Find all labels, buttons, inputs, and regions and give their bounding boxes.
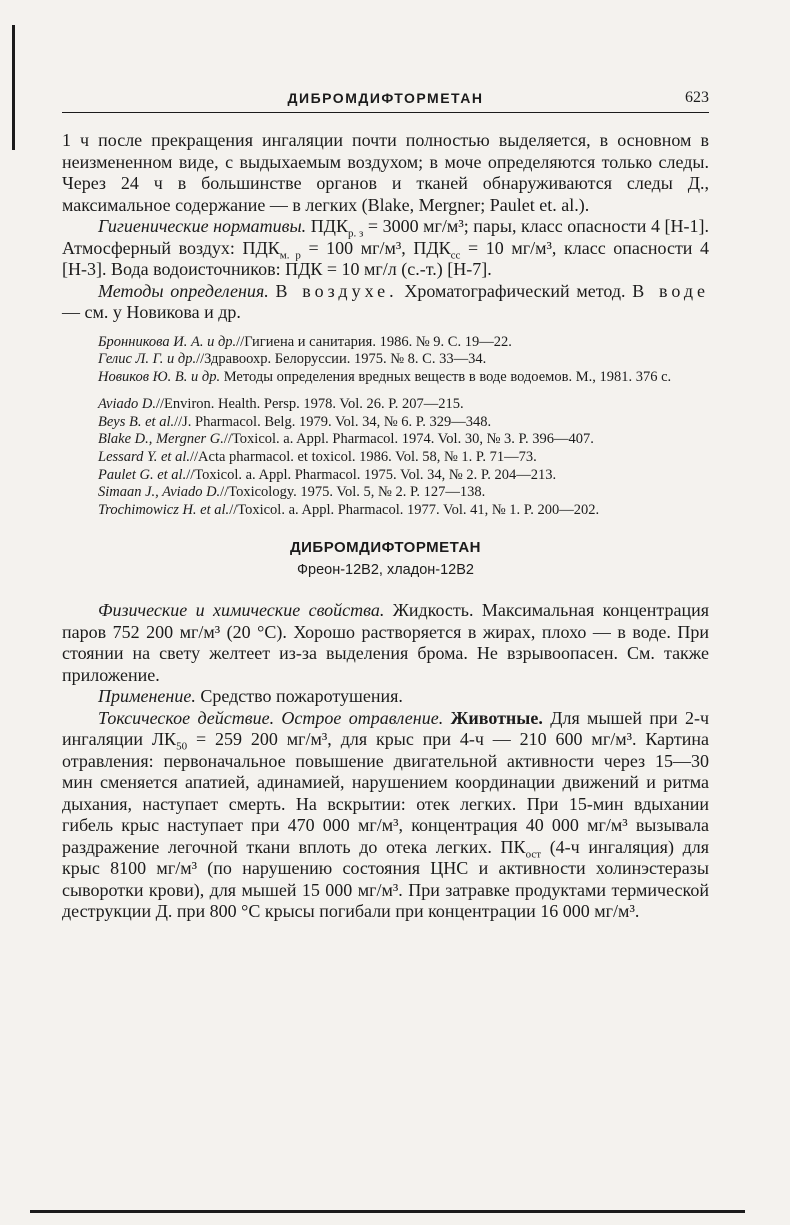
pdk-rz-sub: р. з: [347, 227, 364, 240]
methods-paragraph: [62, 281, 709, 324]
pdk-mr-value: = 100 мг/м³, ПДК: [308, 237, 451, 258]
reference-author: Lessard Y. et al.: [98, 449, 190, 466]
hygiene-heading: Гигиенические нормативы.: [98, 216, 307, 236]
toxic-text-b: = 259 200 мг/м³, для крыс при 4-ч — 210 600 мг/м³. Картина отравления: первоначальное повышение двигательной активности через 15—30 мин сменяется апатией, адинамией, нарушением координации движений и ритма дыхания, наступает смерть. На вскрытии: отек легких. При 15-мин вдыхании гибель крыс наступает при 470 000 мг/м³, концентрация 40 000 мг/м³ вызывала раздражение легочной ткани вплоть до отека легких. ПК: [62, 729, 710, 857]
toxic-heading: Токсическое действие. Острое отравление.: [98, 707, 444, 728]
hygiene-paragraph: [62, 216, 709, 281]
usage-text: Средство пожаротушения.: [200, 686, 403, 707]
reference-author: Новиков Ю. В. и др.: [98, 368, 221, 385]
reference-author: Бронникова И. А. и др.: [98, 333, 237, 350]
continuation-paragraph: 1 ч после прекращения ингаляции почти полностью выделяется, в основном в неизмененном виде, с выдыхаемым воздухом; в моче определяются только следы. Через 24 ч в большинстве органов и тканей обнаруживаются следы Д., максимальное содержание — в легких (Blake, Mergner; Paulet et. al.).: [62, 130, 709, 215]
page-header: [62, 90, 709, 113]
reference-item: [62, 396, 709, 414]
animals-label: Животные.: [450, 707, 543, 728]
reference-item: [62, 431, 709, 449]
reference-author: Гелис Л. Г. и др.: [98, 351, 197, 368]
reference-author: Simaan J., Aviado D.: [98, 484, 221, 501]
running-title: ДИБРОМДИФТОРМЕТАН: [287, 90, 484, 106]
toxic-text-c: (4-ч ингаляция) для крыс 8100 мг/м³ (по нарушению состояния ЦНС и активности холинэстеразы сыворотки крови), для мышей 15 000 мг/м³. При затравке продуктами термической деструкции Д. при 800 °С крысы погибали при концентрации 16 000 мг/м³.: [62, 836, 710, 922]
reference-text: //Toxicol. a. Appl. Pharmacol. 1977. Vol. 41, № 1. P. 200—202.: [229, 501, 600, 518]
reference-text: //Toxicol. a. Appl. Pharmacol. 1975. Vol. 34, № 2. P. 204—213.: [186, 466, 557, 483]
page-body: [62, 130, 709, 923]
water-label: В воде: [632, 280, 710, 301]
reference-author: Aviado D.: [98, 396, 156, 413]
pdk-mr-sub: м. р: [279, 249, 301, 262]
pdk-ss-sub: сс: [450, 249, 461, 262]
page-number: 623: [685, 89, 709, 106]
reference-item: [62, 351, 709, 369]
references-russian: [62, 334, 709, 387]
scan-edge-left: [12, 25, 15, 150]
reference-author: Paulet G. et al.: [98, 466, 187, 483]
reference-text: //Acta pharmacol. et toxicol. 1986. Vol. 58, № 1. P. 71—73.: [190, 449, 537, 466]
section-body: [62, 600, 709, 923]
reference-text: //Гигиена и санитария. 1986. № 9. С. 19—22.: [236, 333, 512, 350]
reference-text: //Здравоохр. Белоруссии. 1975. № 8. С. 33—34.: [196, 351, 487, 368]
toxic-paragraph: [62, 708, 709, 923]
reference-text: Методы определения вредных веществ в воде водоемов. М., 1981. 376 с.: [223, 368, 672, 385]
usage-heading: Применение.: [98, 686, 196, 707]
air-text: Хроматографический метод.: [404, 280, 626, 301]
reference-author: Blake D., Mergner G.: [98, 431, 224, 448]
section-subtitle: Фреон-12В2, хладон-12В2: [297, 562, 474, 579]
properties-text: Жидкость. Максимальная концентрация паров 752 200 мг/м³ (20 °С). Хорошо растворяется в жирах, плохо — в воде. При стоянии на свету желтеет из-за выделения брома. Не взрывоопасен. См. также приложение.: [62, 600, 709, 685]
reference-item: [62, 449, 709, 467]
reference-item: [62, 414, 709, 432]
methods-heading: Методы определения.: [98, 280, 269, 301]
reference-item: [62, 484, 709, 502]
reference-text: //Environ. Health. Persp. 1978. Vol. 26. P. 207—215.: [156, 396, 464, 413]
reference-author: Trochimowicz H. et al.: [98, 501, 230, 518]
toxic-text-a: Для мышей при 2-ч ингаляции ЛК: [62, 707, 709, 750]
usage-paragraph: [62, 686, 709, 708]
lk-sub: 50: [176, 741, 188, 754]
reference-item: [62, 334, 709, 352]
air-label: В воздухе.: [275, 280, 398, 301]
reference-item: [62, 467, 709, 485]
pdk-ss-value: = 10 мг/м³, класс опасности 4 [Н-3]. Вода водоисточников: ПДК = 10 мг/л (с.-т.) [Н-7].: [62, 237, 710, 279]
section-title: ДИБРОМДИФТОРМЕТАН: [289, 539, 482, 557]
reference-text: //Toxicology. 1975. Vol. 5, № 2. P. 127—138.: [220, 484, 486, 501]
properties-heading: Физические и химические свойства.: [98, 600, 385, 621]
water-text: — см. у Новикова и др.: [62, 302, 241, 322]
pk-sub: ост: [525, 848, 542, 861]
pdk-rz-label: ПДК: [310, 216, 348, 236]
reference-text: //Toxicol. a. Appl. Pharmacol. 1974. Vol. 30, № 3. P. 396—407.: [223, 431, 594, 448]
pdk-rz-value: = 3000 мг/м³; пары, класс опасности 4 [Н-1]. Атмосферный воздух: ПДК: [62, 216, 709, 258]
reference-item: [62, 369, 709, 387]
references-foreign: [62, 396, 709, 519]
reference-author: Beys B. et al.: [98, 413, 175, 430]
properties-paragraph: [62, 600, 709, 686]
reference-text: //J. Pharmacol. Belg. 1979. Vol. 34, № 6. P. 329—348.: [174, 413, 492, 430]
scan-edge-bottom: [30, 1210, 745, 1213]
reference-item: [62, 502, 709, 520]
